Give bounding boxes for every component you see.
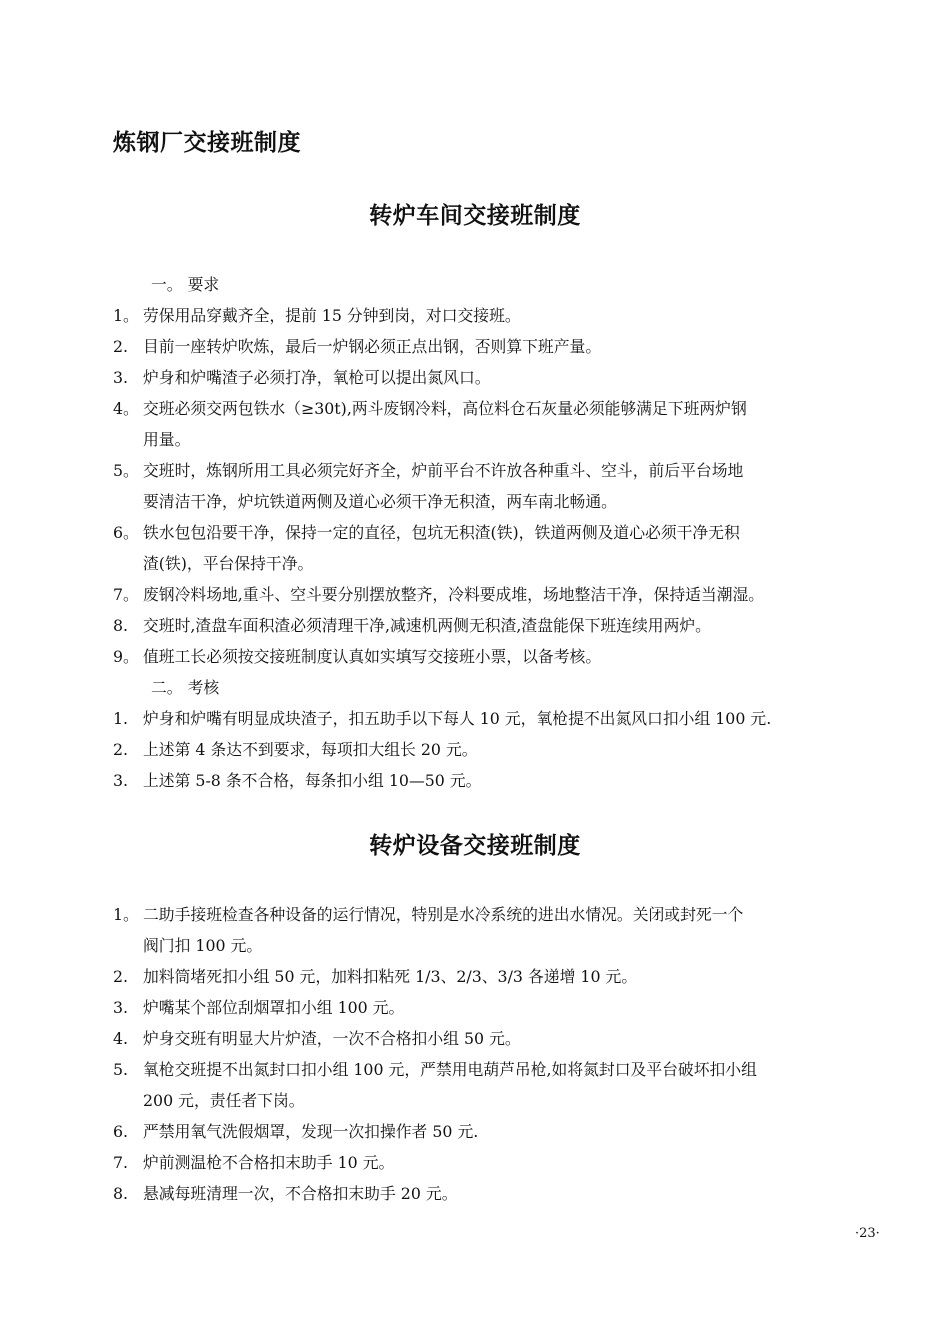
list-item (113, 331, 888, 362)
list-item-number: 1. (113, 709, 129, 728)
page-number: ·23· (855, 1226, 880, 1241)
list-item-text: 交班时,渣盘车面积渣必须清理干净,减速机两侧无积渣,渣盘能保下班连续用两炉。 (143, 616, 711, 635)
list-item-continuation: 用量。 (143, 430, 191, 449)
list-item-number: 5. (113, 1060, 129, 1079)
list-item (113, 1054, 888, 1085)
list-item-text: 炉嘴某个部位刮烟罩扣小组 100 元。 (143, 998, 405, 1017)
list-item-number: 1。 (113, 905, 139, 924)
list-item-text: 值班工长必须按交接班制度认真如实填写交接班小票，以备考核。 (143, 647, 602, 666)
list-item-text: 目前一座转炉吹炼，最后一炉钢必须正点出钢，否则算下班产量。 (143, 337, 602, 356)
list-item-text: 上述第 5-8 条不合格，每条扣小组 10—50 元。 (143, 771, 482, 790)
list-item-number: 9。 (113, 647, 139, 666)
list-item-text: 悬减每班清理一次，不合格扣末助手 20 元。 (143, 1184, 458, 1203)
section-converter-equipment-rules (113, 899, 888, 1209)
list-item-continuation: 阀门扣 100 元。 (143, 936, 263, 955)
list-item-text: 炉前测温枪不合格扣末助手 10 元。 (143, 1153, 395, 1172)
list-item-text: 氧枪交班提不出氮封口扣小组 100 元，严禁用电葫芦吊枪,如将氮封口及平台破坏扣小组 (143, 1060, 757, 1079)
list-item-text: 加料筒堵死扣小组 50 元，加料扣粘死 1/3、2/3、3/3 各递增 10 元。 (143, 967, 638, 986)
list-item-text: 铁水包包沿要干净，保持一定的直径，包坑无积渣(铁)，铁道两侧及道心必须干净无积 (143, 523, 740, 542)
list-item (113, 1147, 888, 1178)
list-item (113, 362, 888, 393)
list-item-number: 6. (113, 1122, 129, 1141)
list-item-text: 上述第 4 条达不到要求，每项扣大组长 20 元。 (143, 740, 478, 759)
list-item (113, 455, 888, 486)
list-item (113, 1023, 888, 1054)
section-title-converter-shop: 转炉车间交接班制度 (369, 203, 581, 229)
list-item-number: 4. (113, 1029, 129, 1048)
subsection-heading: 一。 要求 (151, 275, 220, 294)
list-item-continuation: 要清洁干净，炉坑铁道两侧及道心必须干净无积渣，两车南北畅通。 (143, 492, 617, 511)
list-item (113, 579, 888, 610)
list-item-text: 二助手接班检查各种设备的运行情况，特别是水冷系统的进出水情况。关闭或封死一个 (143, 905, 744, 924)
list-item (113, 300, 888, 331)
list-item-number: 8. (113, 1184, 129, 1203)
list-item-continuation: 渣(铁)，平台保持干净。 (143, 554, 314, 573)
list-item-number: 7. (113, 1153, 129, 1172)
list-item-number: 2. (113, 337, 129, 356)
list-item-number: 8. (113, 616, 129, 635)
list-item-number: 6。 (113, 523, 139, 542)
list-item-number: 3. (113, 998, 129, 1017)
section-converter-shop-rules (113, 269, 888, 796)
list-item-text: 炉身和炉嘴有明显成块渣子，扣五助手以下每人 10 元，氧枪提不出氮风口扣小组 100 元. (143, 709, 772, 728)
list-item (113, 899, 888, 930)
list-item-number: 5。 (113, 461, 139, 480)
list-item-text: 劳保用品穿戴齐全，提前 15 分钟到岗，对口交接班。 (143, 306, 521, 325)
list-item (113, 517, 888, 548)
list-item-text: 交班必须交两包铁水（≥30t),两斗废钢冷料，高位料仓石灰量必须能够满足下班两炉钢 (143, 399, 747, 418)
list-item-continuation: 200 元，责任者下岗。 (143, 1091, 305, 1110)
list-item-text: 废钢冷料场地,重斗、空斗要分别摆放整齐，冷料要成堆，场地整洁干净，保持适当潮湿。 (143, 585, 765, 604)
list-item (113, 1116, 888, 1147)
list-item (113, 703, 888, 734)
list-item (113, 992, 888, 1023)
list-item-number: 3. (113, 771, 129, 790)
list-item-text: 炉身和炉嘴渣子必须打净，氧枪可以提出氮风口。 (143, 368, 491, 387)
list-item (113, 393, 888, 424)
list-item (113, 641, 888, 672)
list-item-number: 4。 (113, 399, 139, 418)
list-item-number: 2. (113, 740, 129, 759)
page-title: 炼钢厂交接班制度 (113, 130, 301, 156)
list-item-number: 1。 (113, 306, 139, 325)
list-item-text: 交班时，炼钢所用工具必须完好齐全，炉前平台不许放各种重斗、空斗，前后平台场地 (143, 461, 744, 480)
list-item (113, 765, 888, 796)
list-item-number: 3. (113, 368, 129, 387)
list-item (113, 734, 888, 765)
list-item (113, 1178, 888, 1209)
section-title-converter-equipment: 转炉设备交接班制度 (369, 833, 581, 859)
list-item (113, 961, 888, 992)
list-item-text: 炉身交班有明显大片炉渣，一次不合格扣小组 50 元。 (143, 1029, 521, 1048)
list-item-number: 7。 (113, 585, 139, 604)
subsection-heading: 二。 考核 (151, 678, 220, 697)
list-item (113, 610, 888, 641)
list-item-number: 2. (113, 967, 129, 986)
list-item-text: 严禁用氧气洗假烟罩，发现一次扣操作者 50 元. (143, 1122, 479, 1141)
